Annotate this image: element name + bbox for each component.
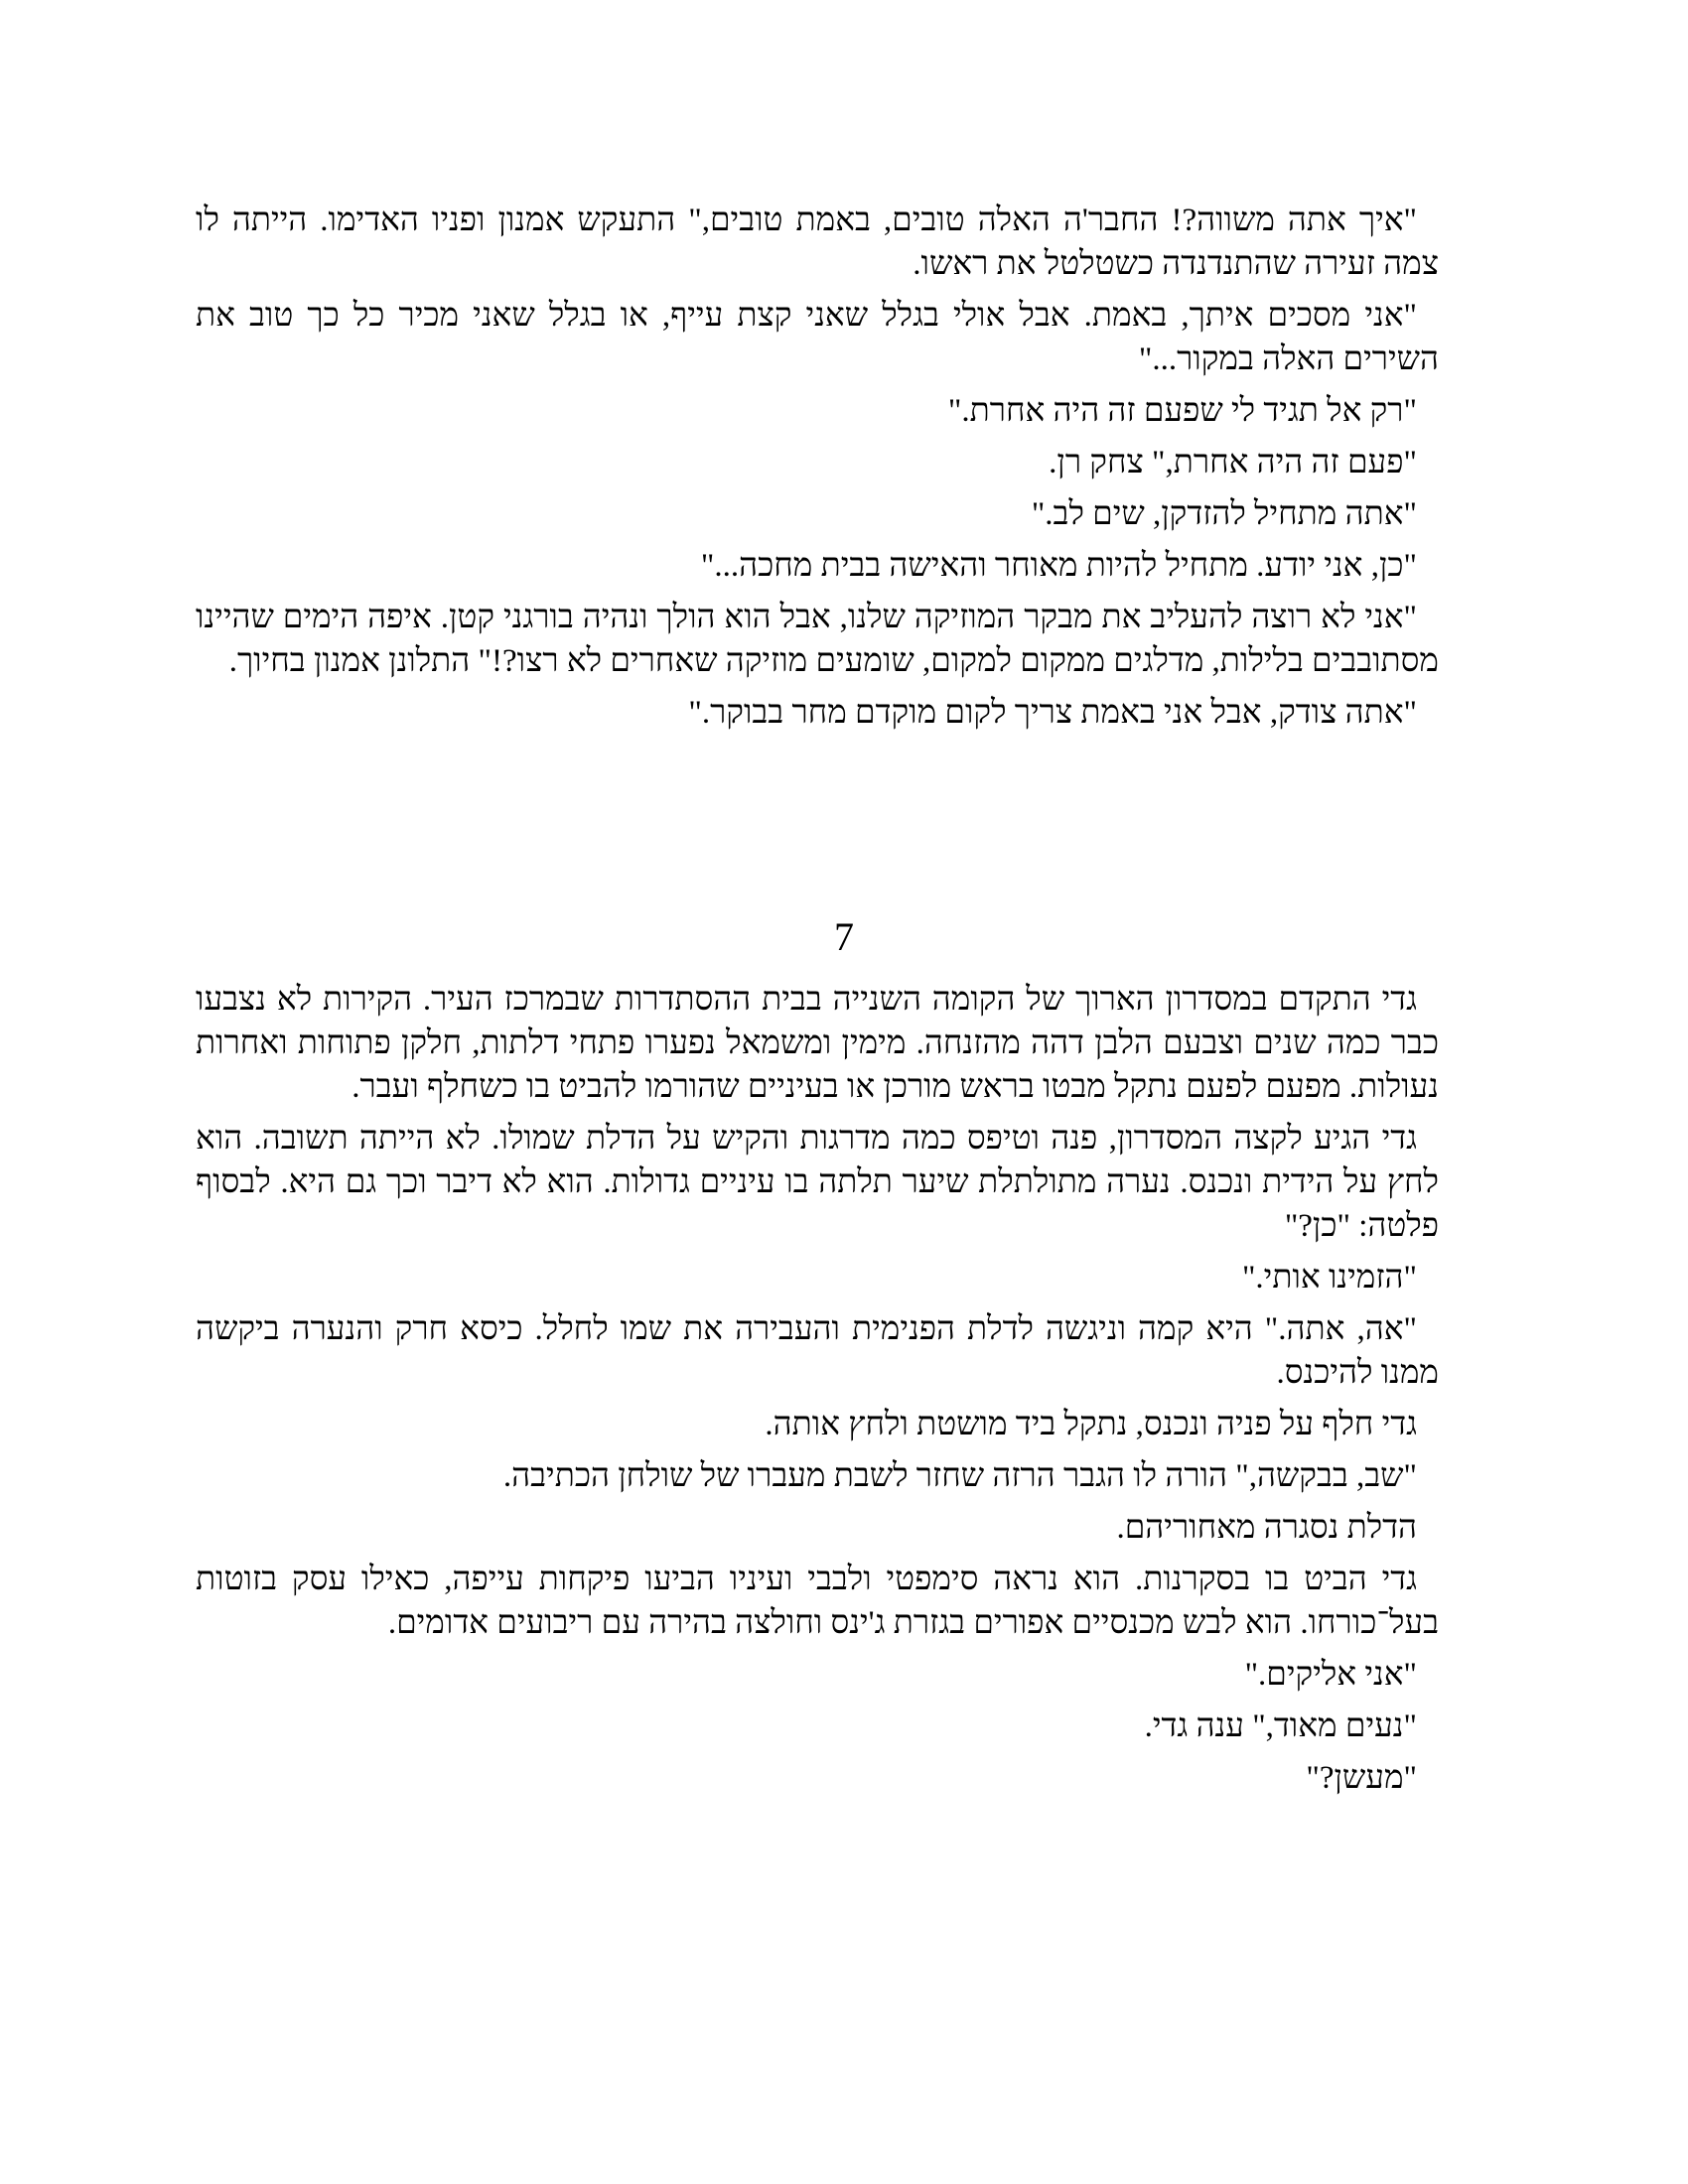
paragraph: "אני לא רוצה להעליב את מבקר המוזיקה שלנו, אבל הוא הולך ונהיה בורגני קטן. איפה הימים שהיינו מסתובבים בלילות, מדלגים ממקום למקום, שומעים מוזיקה שאחרים לא רצו?!" התלונן אמנון בחיוך. xyxy=(196,600,1439,679)
paragraph: "איך אתה משווה?! החבר'ה האלה טובים, באמת טובים," התעקש אמנון ופניו האדימו. הייתה לו צמה זעירה שהתנדנדה כשטלטל את ראשו. xyxy=(196,203,1439,282)
paragraph: גדי התקדם במסדרון הארוך של הקומה השנייה בבית ההסתדרות שבמרכז העיר. הקירות לא נצבעו כבר כמה שנים וצבעם הלבן דהה מהזנחה. מימין ומשמאל נפערו פתחי דלתות, חלקן פתוחות ואחרות נעולות. מפעם לפעם נתקל מבטו בראש מורכן או בעיניים שהורמו להביט בו כשחלף ועבר. xyxy=(196,982,1439,1105)
paragraph: גדי חלף על פניה ונכנס, נתקל ביד מושטת ולחץ אותה. xyxy=(765,1407,1417,1442)
paragraph: "אני מסכים איתך, באמת. אבל אולי בגלל שאני קצת עייף, או בגלל שאני מכיר כל כך טוב את השירים האלה במקור..." xyxy=(196,298,1439,377)
paragraph: הדלת נסגרה מאחוריהם. xyxy=(1116,1510,1417,1546)
paragraph: "אה, אתה." היא קמה וניגשה לדלת הפנימית והעבירה את שמו לחלל. כיסא חרק והנערה ביקשה ממנו להיכנס. xyxy=(196,1311,1439,1391)
paragraph: "אתה מתחיל להזדקן, שים לב." xyxy=(1031,496,1417,532)
paragraph: גדי הגיע לקצה המסדרון, פנה וטיפס כמה מדרגות והקיש על הדלת שמולו. לא הייתה תשובה. הוא לחץ על הידית ונכנס. נערה מתולתלת שיער תלתה בו עיניים גדולות. הוא לא דיבר וכך גם היא. לבסוף פלטה: "כן?" xyxy=(196,1121,1439,1244)
paragraph: גדי הביט בו בסקרנות. הוא נראה סימפטי ולבבי ועיניו הביעו פיקחות עייפה, כאילו עסק בזוטות בעל־כורחו. הוא לבש מכנסיים אפורים בגזרת ג'ינס וחולצה בהירה עם ריבועים אדומים. xyxy=(196,1562,1439,1641)
text-section-after xyxy=(196,978,1439,1800)
text-section-before xyxy=(196,199,1439,735)
paragraph: "רק אל תגיד לי שפעם זה היה אחרת." xyxy=(947,393,1417,429)
paragraph: "נעים מאוד," ענה גדי. xyxy=(1144,1708,1417,1744)
paragraph: "אתה צודק, אבל אני באמת צריך לקום מוקדם מחר בבוקר." xyxy=(688,695,1417,731)
paragraph: "מעשן?" xyxy=(1306,1760,1417,1796)
paragraph: "הזמינו אותי." xyxy=(1241,1260,1417,1296)
paragraph: "פעם זה היה אחרת," צחק רן. xyxy=(1049,445,1417,480)
paragraph: "שב, בבקשה," הורה לו הגבר הרזה שחזר לשבת מעברו של שולחן הכתיבה. xyxy=(502,1458,1417,1494)
paragraph: "כן, אני יודע. מתחיל להיות מאוחר והאישה בבית מחכה..." xyxy=(700,548,1417,584)
chapter-number: 7 xyxy=(834,914,854,959)
paragraph: "אני אליקים." xyxy=(1244,1657,1417,1693)
